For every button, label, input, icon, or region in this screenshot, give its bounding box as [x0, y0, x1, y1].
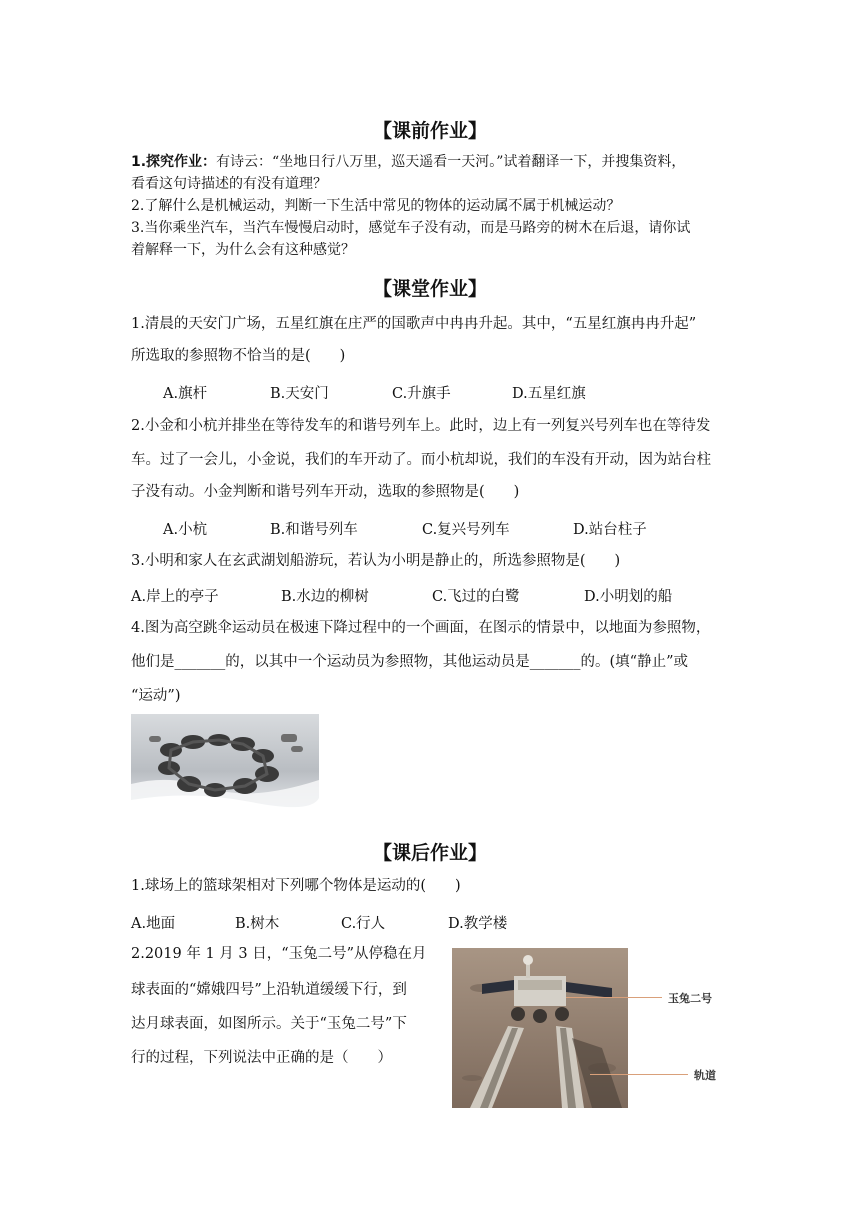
after-q1-line1: 1.球场上的篮球架相对下列哪个物体是运动的( ): [131, 878, 461, 894]
in-q3-line1: 3.小明和家人在玄武湖划船游玩，若认为小明是静止的，所选参照物是( ): [131, 553, 621, 569]
in-q2-line3: 子没有动。小金判断和谐号列车开动，选取的参照物是( ): [131, 484, 520, 500]
yutu-rover-photo-graphic: [452, 948, 628, 1108]
in-q3-option-a: A.岸上的亭子: [131, 589, 219, 605]
pre-q3-line1: 3.当你乘坐汽车，当汽车慢慢启动时，感觉车子没有动，而是马路旁的树木在后退，请你试: [131, 220, 691, 236]
skydivers-photo: [131, 714, 319, 818]
rail-label: 轨道: [694, 1069, 716, 1082]
skydivers-photo-graphic: [131, 714, 319, 818]
in-q4-line2: 他们是_______的，以其中一个运动员为参照物，其他运动员是_______的。(填“静止”或: [131, 654, 688, 670]
pre-q1-label: 1.探究作业：: [131, 154, 217, 170]
after-q2-line1: 2.2019 年 1 月 3 日，“玉兔二号”从停稳在月: [131, 946, 427, 962]
in-q2-line2: 车。过了一会儿，小金说，我们的车开动了。而小杭却说，我们的车没有开动，因为站台柱: [131, 452, 711, 468]
after-q1-option-d: D.教学楼: [448, 916, 508, 932]
in-q2-option-d: D.站台柱子: [573, 522, 647, 538]
in-q3-option-c: C.飞过的白鹭: [432, 589, 520, 605]
after-q1-option-c: C.行人: [341, 916, 386, 932]
in-q3-option-b: B.水边的柳树: [281, 589, 369, 605]
in-q2-option-c: C.复兴号列车: [422, 522, 510, 538]
in-q1-option-c: C.升旗手: [392, 386, 451, 402]
in-q1-line1: 1.清晨的天安门广场，五星红旗在庄严的国歌声中冉冉升起。其中，“五星红旗冉冉升起”: [131, 316, 697, 332]
in-q1-option-d: D.五星红旗: [512, 386, 586, 402]
in-q3-option-d: D.小明划的船: [584, 589, 673, 605]
in-q2-option-b: B.和谐号列车: [270, 522, 358, 538]
in-class-title: 【课堂作业】: [372, 278, 487, 300]
yutu-callout-line: [566, 997, 662, 998]
after-class-title: 【课后作业】: [372, 842, 487, 864]
pre-q2: 2.了解什么是机械运动，判断一下生活中常见的物体的运动属不属于机械运动？: [131, 198, 621, 214]
yutu-label: 玉兔二号: [668, 992, 712, 1005]
in-q2-option-a: A.小杭: [163, 522, 208, 538]
in-q1-line2: 所选取的参照物不恰当的是( ): [131, 348, 346, 364]
pre-q1-line1: [131, 152, 685, 172]
in-q1-option-a: A.旗杆: [163, 386, 208, 402]
pre-q3-line2: 着解释一下，为什么会有这种感觉？: [131, 242, 355, 258]
after-q1-option-a: A.地面: [131, 916, 176, 932]
in-q2-line1: 2.小金和小杭并排坐在等待发车的和谐号列车上。此时，边上有一列复兴号列车也在等待发: [131, 418, 711, 434]
yutu-rover-photo: [452, 948, 628, 1108]
pre-q1-text: 有诗云：“坐地日行八万里，巡天遥看一天河。”试着翻译一下，并搜集资料，: [216, 154, 686, 170]
after-q2-line3: 达月球表面，如图所示。关于“玉兔二号”下: [131, 1016, 407, 1032]
after-q1-option-b: B.树木: [235, 916, 280, 932]
after-q2-line4: 行的过程，下列说法中正确的是（ ）: [131, 1050, 392, 1066]
pre-class-title: 【课前作业】: [372, 120, 487, 142]
pre-q1-line2: 看看这句诗描述的有没有道理？: [131, 176, 327, 192]
in-q4-line1: 4.图为高空跳伞运动员在极速下降过程中的一个画面，在图示的情景中，以地面为参照物，: [131, 620, 711, 636]
after-q2-line2: 球表面的“嫦娥四号”上沿轨道缓缓下行，到: [131, 982, 407, 998]
in-q1-option-b: B.天安门: [270, 386, 329, 402]
in-q4-line3: “运动”): [131, 688, 181, 704]
rail-callout-line: [590, 1074, 688, 1075]
